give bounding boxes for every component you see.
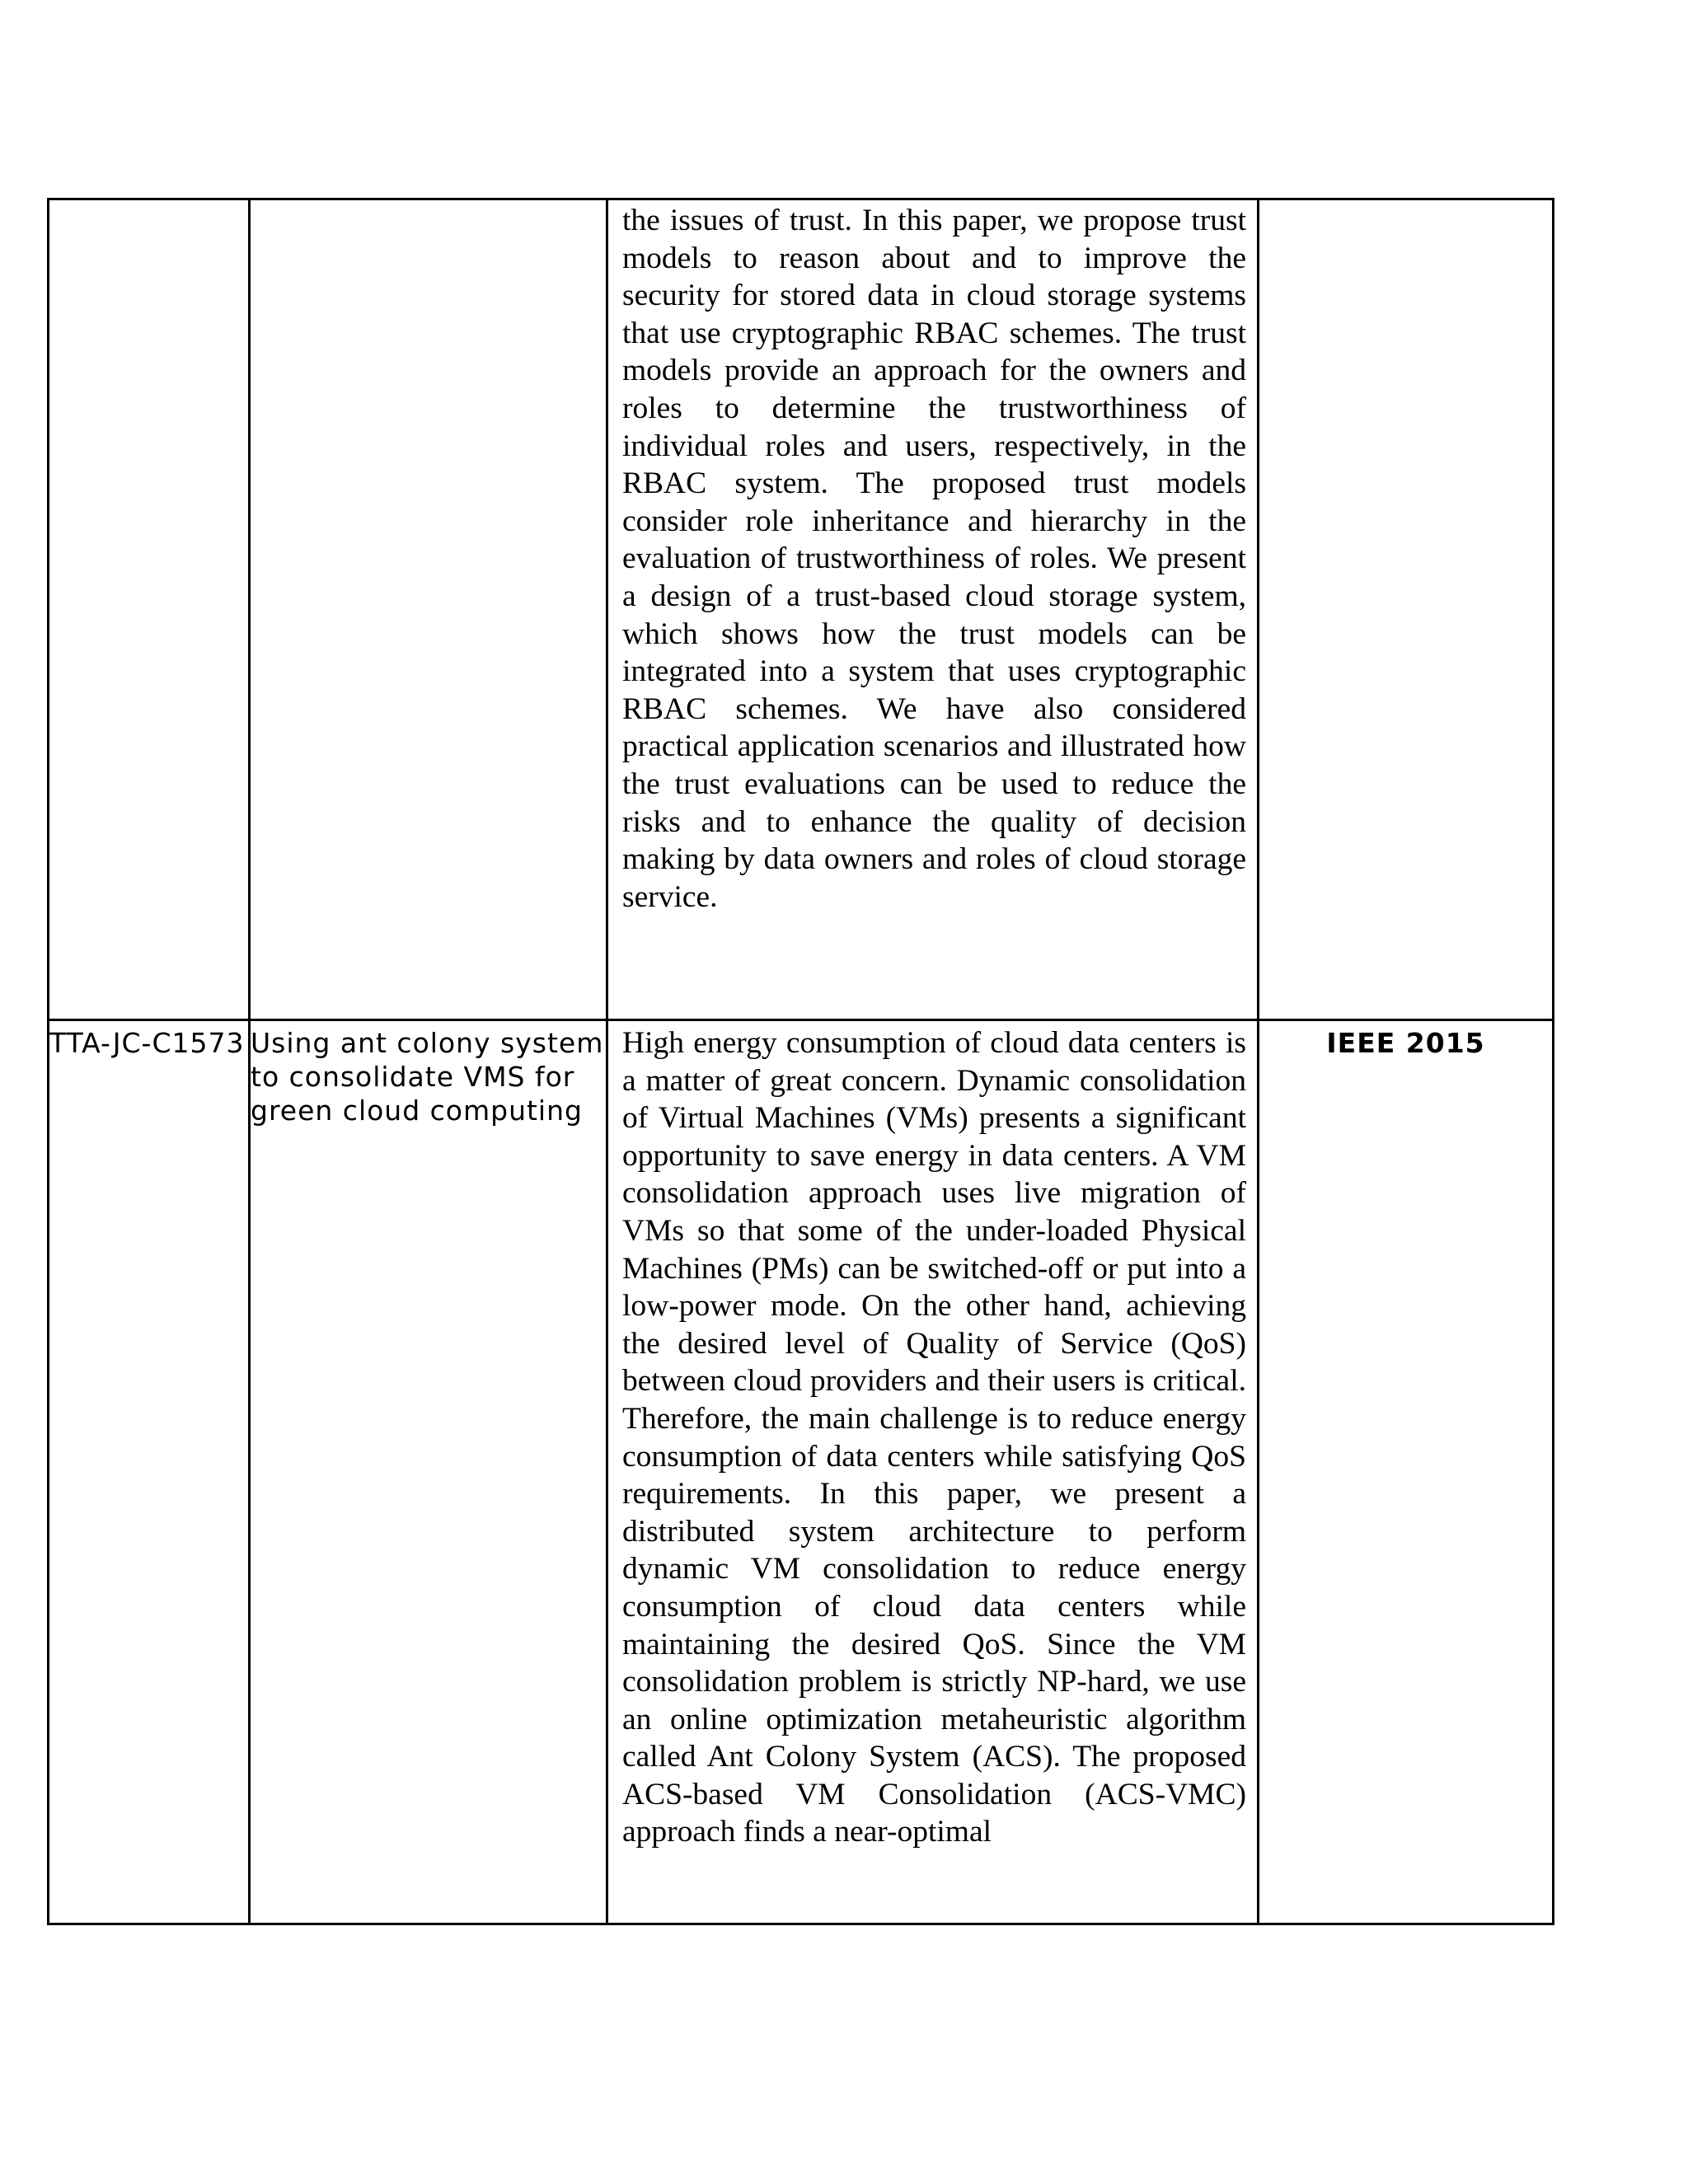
project-year-cell (1259, 199, 1554, 1020)
table-row (49, 1020, 1554, 1924)
project-code-cell (49, 199, 250, 1020)
project-year (1259, 200, 1552, 205)
table-row (49, 199, 1554, 1020)
project-code (49, 200, 248, 205)
project-abstract-cell (607, 199, 1259, 1020)
project-year-cell (1259, 1020, 1554, 1924)
project-abstract: High energy consumption of cloud data centers is a matter of great concern. Dynamic consolidation of Virtual Machines (VMs) presents a significant opportunity to save energy in data centers. A VM consolidation approach uses live migration of VMs so that some of the under-loaded Physical Machines (PMs) can be switched-off or put into a low-power mode. On the other hand, achieving the desired level of Quality of Service (QoS) between cloud providers and their users is critical. Therefore, the main challenge is to reduce energy consumption of data centers while satisfying QoS requirements. In this paper, we present a distributed system architecture to perform dynamic VM consolidation to reduce energy consumption of cloud data centers while maintaining the desired QoS. Since the VM consolidation problem is strictly NP-hard, we use an online optimization metaheuristic algorithm called Ant Colony System (ACS). The proposed ACS-based VM Consolidation (ACS-VMC) approach finds a near-optimal (622, 1026, 1246, 1849)
project-abstract: the issues of trust. In this paper, we propose trust models to reason about and to improve the security for stored data in cloud storage systems that use cryptographic RBAC schemes. The trust models provide an approach for the owners and roles to determine the trustworthiness of individual roles and users, respectively, in the RBAC system. The proposed trust models consider role inheritance and hierarchy in the evaluation of trustworthiness of roles. We present a design of a trust-based cloud storage system, which shows how the trust models can be integrated into a system that uses cryptographic RBAC schemes. We have also considered practical application scenarios and illustrated how the trust evaluations can be used to reduce the risks and to enhance the quality of decision making by data owners and roles of cloud storage service. (622, 204, 1246, 914)
project-abstract-cell (607, 1020, 1259, 1924)
project-code-cell (49, 1020, 250, 1924)
project-title-cell (250, 1020, 607, 1924)
project-code: TTA-JC-C1573 (49, 1027, 245, 1059)
project-year: IEEE 2015 (1326, 1027, 1485, 1059)
project-title: Using ant colony system to consolidate VMS for green cloud computing (251, 1027, 604, 1127)
project-title-cell (250, 199, 607, 1020)
project-title (251, 200, 606, 205)
project-table (47, 198, 1554, 1925)
